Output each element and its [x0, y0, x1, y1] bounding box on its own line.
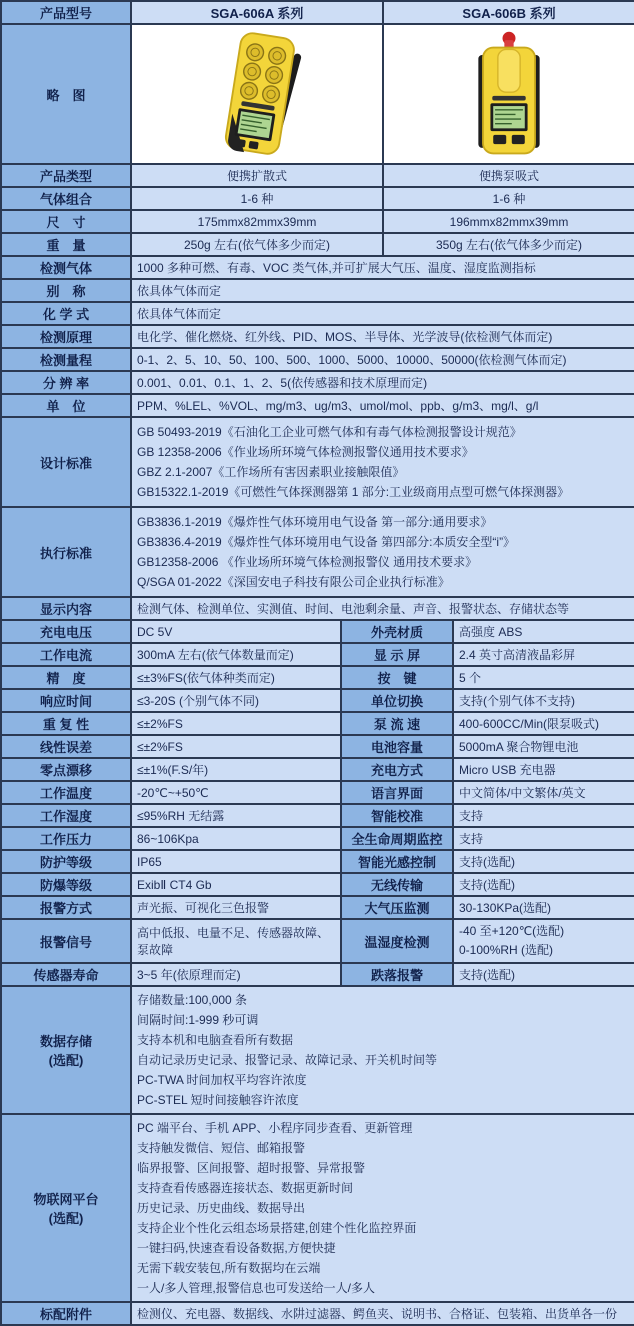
execution-standards-label: 执行标准 — [1, 507, 131, 597]
row-detection-range — [1, 348, 634, 371]
product-type-label: 产品类型 — [1, 164, 131, 187]
chemical-formula-label: 化 学 式 — [1, 302, 131, 325]
iot-platform-label — [1, 1114, 131, 1302]
barometric-monitoring-value: 30-130KPa(选配) — [453, 896, 634, 919]
gas-combination-label: 气体组合 — [1, 187, 131, 210]
smart-calibration-value: 支持 — [453, 804, 634, 827]
smart-calibration-label: 智能校准 — [341, 804, 453, 827]
detection-principle-value: 电化学、催化燃烧、红外线、PID、MOS、半导体、光学波导(依检测气体而定) — [131, 325, 634, 348]
working-humidity-label: 工作湿度 — [1, 804, 131, 827]
detected-gases-value: 1000 多种可燃、有毒、VOC 类气体,并可扩展大气压、温度、湿度监测指标 — [131, 256, 634, 279]
lifecycle-monitoring-label: 全生命周期监控 — [341, 827, 453, 850]
gas-combination-b: 1-6 种 — [383, 187, 634, 210]
iot-platform-line: PC 端平台、手机 APP、小程序同步查看、更新管理 — [137, 1121, 413, 1135]
drop-alarm-value: 支持(选配) — [453, 963, 634, 986]
zero-drift-label: 零点漂移 — [1, 758, 131, 781]
lifecycle-monitoring-value: 支持 — [453, 827, 634, 850]
row-units — [1, 394, 634, 417]
units-value: PPM、%LEL、%VOL、mg/m3、ug/m3、umol/mol、ppb、g/m3、mg/l、g/l — [131, 394, 634, 417]
row-worktemp-language — [1, 781, 634, 804]
row-design-standards — [1, 417, 634, 507]
data-storage-label-line1: 数据存储 — [39, 1034, 92, 1049]
detected-gases-label: 检测气体 — [1, 256, 131, 279]
row-execution-standards — [1, 507, 634, 597]
row-repeatability-pumpspeed — [1, 712, 634, 735]
alarm-mode-value: 声光振、可视化三色报警 — [131, 896, 341, 919]
row-alarmsignal-temphumidity — [1, 919, 634, 963]
row-ip-lightsensor — [1, 850, 634, 873]
iot-platform-label-line1: 物联网平台 — [33, 1192, 99, 1207]
alias-label: 别 称 — [1, 279, 131, 302]
gas-combination-a: 1-6 种 — [131, 187, 383, 210]
design-standard-line: GB 12358-2006《作业场所环境气体检测报警仪通用技术要求》 — [137, 445, 474, 459]
row-weight — [1, 233, 634, 256]
chemical-formula-value: 依具体气体而定 — [131, 302, 634, 325]
detector-b-image — [444, 28, 574, 160]
linearity-error-label: 线性误差 — [1, 735, 131, 758]
row-data-storage — [1, 986, 634, 1114]
product-type-b: 便携泵吸式 — [383, 164, 634, 187]
row-charge-voltage-shell — [1, 620, 634, 643]
detection-principle-label: 检测原理 — [1, 325, 131, 348]
iot-platform-line: 支持查看传感器连接状态、数据更新时间 — [137, 1181, 354, 1195]
row-resolution — [1, 371, 634, 394]
display-content-label: 显示内容 — [1, 597, 131, 620]
data-storage-line: PC-TWA 时间加权平均容许浓度 — [137, 1073, 307, 1087]
row-sketch — [1, 24, 634, 164]
working-humidity-value: ≤95%RH 无结露 — [131, 804, 341, 827]
alarm-signal-value: 高中低报、电量不足、传感器故障、泵故障 — [131, 919, 341, 963]
row-chemical-formula — [1, 302, 634, 325]
protection-rating-label: 防护等级 — [1, 850, 131, 873]
weight-a: 250g 左右(依气体多少而定) — [131, 233, 383, 256]
alarm-signal-label: 报警信号 — [1, 919, 131, 963]
row-explosionproof-wireless — [1, 873, 634, 896]
design-standard-line: GB15322.1-2019《可燃性气体探测器第 1 部分:工业级商用点型可燃气体探测器》 — [137, 485, 570, 499]
row-accuracy-keys — [1, 666, 634, 689]
working-temperature-label: 工作温度 — [1, 781, 131, 804]
data-storage-line: PC-STEL 短时间接触容许浓度 — [137, 1093, 299, 1107]
row-alias — [1, 279, 634, 302]
display-screen-value: 2.4 英寸高清液晶彩屏 — [453, 643, 634, 666]
row-standard-accessories — [1, 1302, 634, 1325]
row-dimensions — [1, 210, 634, 233]
detection-range-value: 0-1、2、5、10、50、100、500、1000、5000、10000、50000(依检测气体而定) — [131, 348, 634, 371]
row-response-unitswitch — [1, 689, 634, 712]
row-iot-platform — [1, 1114, 634, 1302]
data-storage-line: 间隔时间:1-999 秒可调 — [137, 1013, 259, 1027]
iot-platform-line: 支持企业个性化云组态场景搭建,创建个性化监控界面 — [137, 1221, 417, 1235]
row-product-type — [1, 164, 634, 187]
unit-switch-label: 单位切换 — [341, 689, 453, 712]
language-ui-label: 语言界面 — [341, 781, 453, 804]
display-content-value: 检测气体、检测单位、实测值、时间、电池剩余量、声音、报警状态、存储状态等 — [131, 597, 634, 620]
pump-speed-label: 泵 流 速 — [341, 712, 453, 735]
accuracy-value: ≤±3%FS(依气体种类而定) — [131, 666, 341, 689]
product-model-label: 产品型号 — [1, 1, 131, 24]
explosion-proof-rating-label: 防爆等级 — [1, 873, 131, 896]
working-current-label: 工作电流 — [1, 643, 131, 666]
drop-alarm-label: 跌落报警 — [341, 963, 453, 986]
sketch-label: 略 图 — [1, 24, 131, 164]
temp-range-line: -40 至+120℃(选配) — [459, 924, 565, 938]
data-storage-label-line2: (选配) — [48, 1053, 84, 1068]
design-standard-line: GBZ 2.1-2007《工作场所有害因素职业接触限值》 — [137, 465, 405, 479]
data-storage-label — [1, 986, 131, 1114]
resolution-value: 0.001、0.01、0.1、1、2、5(依传感器和技术原理而定) — [131, 371, 634, 394]
response-time-value: ≤3-20S (个别气体不同) — [131, 689, 341, 712]
row-alarmmode-barometric — [1, 896, 634, 919]
working-pressure-value: 86~106Kpa — [131, 827, 341, 850]
iot-platform-line: 历史记录、历史曲线、数据导出 — [137, 1201, 306, 1215]
charging-method-label: 充电方式 — [341, 758, 453, 781]
unit-switch-value: 支持(个别气体不支持) — [453, 689, 634, 712]
series-a-header: SGA-606A 系列 — [131, 1, 383, 24]
wireless-transmission-value: 支持(选配) — [453, 873, 634, 896]
sketch-cell-b — [383, 24, 634, 164]
design-standard-line: GB 50493-2019《石油化工企业可燃气体和有毒气体检测报警设计规范》 — [137, 425, 522, 439]
iot-platform-line: 无需下载安装包,所有数据均在云端 — [137, 1261, 321, 1275]
temp-humidity-detection-label: 温湿度检测 — [341, 919, 453, 963]
light-sensor-control-value: 支持(选配) — [453, 850, 634, 873]
shell-material-label: 外壳材质 — [341, 620, 453, 643]
row-pressure-lifecycle — [1, 827, 634, 850]
row-current-screen — [1, 643, 634, 666]
iot-platform-label-line2: (选配) — [48, 1211, 84, 1226]
working-pressure-label: 工作压力 — [1, 827, 131, 850]
iot-platform-value — [131, 1114, 634, 1302]
weight-b: 350g 左右(依气体多少而定) — [383, 233, 634, 256]
accuracy-label: 精 度 — [1, 666, 131, 689]
row-sensorlife-dropalarm — [1, 963, 634, 986]
pump-speed-value: 400-600CC/Min(限泵吸式) — [453, 712, 634, 735]
iot-platform-line: 支持触发微信、短信、邮箱报警 — [137, 1141, 306, 1155]
barometric-monitoring-label: 大气压监测 — [341, 896, 453, 919]
alias-value: 依具体气体而定 — [131, 279, 634, 302]
charge-voltage-value: DC 5V — [131, 620, 341, 643]
design-standards-label: 设计标准 — [1, 417, 131, 507]
execution-standard-line: GB12358-2006 《作业场所环境气体检测报警仪 通用技术要求》 — [137, 555, 478, 569]
shell-material-value: 高强度 ABS — [453, 620, 634, 643]
response-time-label: 响应时间 — [1, 689, 131, 712]
execution-standards-value — [131, 507, 634, 597]
row-detected-gases — [1, 256, 634, 279]
data-storage-line: 自动记录历史记录、报警记录、故障记录、开关机时间等 — [137, 1053, 438, 1067]
execution-standard-line: GB3836.1-2019《爆炸性气体环境用电气设备 第一部分:通用要求》 — [137, 515, 493, 529]
iot-platform-line: 一人/多人管理,报警信息也可发送给一人/多人 — [137, 1281, 376, 1295]
protection-rating-value: IP65 — [131, 850, 341, 873]
row-product-model — [1, 1, 634, 24]
detector-a-image — [192, 28, 322, 160]
temp-humidity-detection-value — [453, 919, 634, 963]
iot-platform-line: 一键扫码,快速查看设备数据,方便快捷 — [137, 1241, 336, 1255]
light-sensor-control-label: 智能光感控制 — [341, 850, 453, 873]
battery-capacity-value: 5000mA 聚合物锂电池 — [453, 735, 634, 758]
working-temperature-value: -20℃~+50℃ — [131, 781, 341, 804]
detection-range-label: 检测量程 — [1, 348, 131, 371]
resolution-label: 分 辨 率 — [1, 371, 131, 394]
dimensions-b: 196mmx82mmx39mm — [383, 210, 634, 233]
working-current-value: 300mA 左右(依气体数量而定) — [131, 643, 341, 666]
sensor-life-value: 3~5 年(依原理而定) — [131, 963, 341, 986]
row-linearity-battery — [1, 735, 634, 758]
row-display-content — [1, 597, 634, 620]
design-standards-value — [131, 417, 634, 507]
data-storage-line: 存储数量:100,000 条 — [137, 993, 248, 1007]
humidity-range-line: 0-100%RH (选配) — [459, 943, 554, 957]
charge-voltage-label: 充电电压 — [1, 620, 131, 643]
row-humidity-calibration — [1, 804, 634, 827]
data-storage-value — [131, 986, 634, 1114]
row-detection-principle — [1, 325, 634, 348]
standard-accessories-value: 检测仪、充电器、数据线、水阱过滤器、鳄鱼夹、说明书、合格证、包装箱、出货单各一份 — [131, 1302, 634, 1325]
row-zerodrift-charging — [1, 758, 634, 781]
zero-drift-value: ≤±1%(F.S/年) — [131, 758, 341, 781]
wireless-transmission-label: 无线传输 — [341, 873, 453, 896]
data-storage-line: 支持本机和电脑查看所有数据 — [137, 1033, 294, 1047]
linearity-error-value: ≤±2%FS — [131, 735, 341, 758]
product-type-a: 便携扩散式 — [131, 164, 383, 187]
units-label: 单 位 — [1, 394, 131, 417]
sensor-life-label: 传感器寿命 — [1, 963, 131, 986]
dimensions-label: 尺 寸 — [1, 210, 131, 233]
repeatability-label: 重 复 性 — [1, 712, 131, 735]
dimensions-a: 175mmx82mmx39mm — [131, 210, 383, 233]
series-b-header: SGA-606B 系列 — [383, 1, 634, 24]
execution-standard-line: Q/SGA 01-2022《深国安电子科技有限公司企业执行标准》 — [137, 575, 450, 589]
sketch-cell-a — [131, 24, 383, 164]
charging-method-value: Micro USB 充电器 — [453, 758, 634, 781]
battery-capacity-label: 电池容量 — [341, 735, 453, 758]
execution-standard-line: GB3836.4-2019《爆炸性气体环境用电气设备 第四部分:本质安全型“i”》 — [137, 535, 516, 549]
standard-accessories-label: 标配附件 — [1, 1302, 131, 1325]
explosion-proof-rating-value: ExibⅡ CT4 Gb — [131, 873, 341, 896]
keys-value: 5 个 — [453, 666, 634, 689]
language-ui-value: 中文简体/中文繁体/英文 — [453, 781, 634, 804]
display-screen-label: 显 示 屏 — [341, 643, 453, 666]
row-gas-combination — [1, 187, 634, 210]
repeatability-value: ≤±2%FS — [131, 712, 341, 735]
weight-label: 重 量 — [1, 233, 131, 256]
iot-platform-line: 临界报警、区间报警、超时报警、异常报警 — [137, 1161, 366, 1175]
keys-label: 按 键 — [341, 666, 453, 689]
alarm-mode-label: 报警方式 — [1, 896, 131, 919]
